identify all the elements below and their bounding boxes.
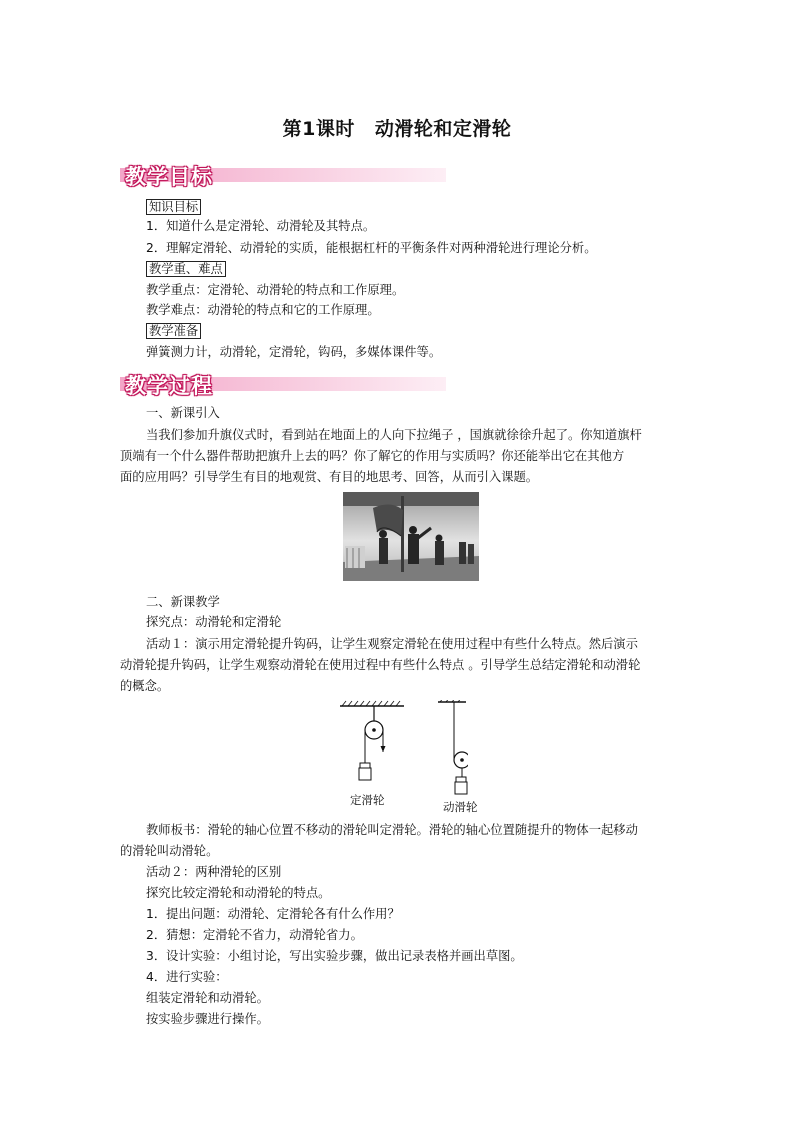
step-2: 2．猜想：定滑轮不省力，动滑轮省力。	[146, 928, 363, 942]
page-title	[0, 114, 794, 141]
step-4: 4．进行实验：	[146, 970, 228, 984]
flag-raising-photo-graphic	[343, 492, 479, 581]
banner-objectives	[120, 161, 446, 187]
label-fixed-pulley: 定滑轮	[350, 793, 385, 807]
activity-1-line-3: 的概念。	[120, 679, 170, 693]
step-4b: 按实验步骤进行操作。	[146, 1012, 269, 1026]
objective-1: 1．知道什么是定滑轮、动滑轮及其特点。	[146, 219, 376, 233]
board-line-2: 的滑轮叫动滑轮。	[120, 844, 219, 858]
intro-line-3: 面的应用吗？引导学生有目的地观赏、有目的地思考、回答，从而引入课题。	[120, 470, 539, 484]
banner-objectives-label: 教学目标	[125, 165, 213, 189]
board-line-1: 教师板书：滑轮的轴心位置不移动的滑轮叫定滑轮。滑轮的轴心位置随提升的物体一起移动	[146, 823, 638, 837]
explore-point: 探究点：动滑轮和定滑轮	[146, 615, 282, 629]
knowledge-heading: 知识目标	[146, 199, 201, 215]
activity-1-line-1: 活动１：演示用定滑轮提升钩码，让学生观察定滑轮在使用过程中有些什么特点。然后演示	[146, 637, 638, 651]
intro-line-1: 当我们参加升旗仪式时，看到站在地面上的人向下拉绳子 ，国旗就徐徐升起了。你知道旗杆	[146, 428, 642, 442]
section-2-heading: 二、新课教学	[146, 595, 220, 609]
section-1-heading: 一、新课引入	[146, 406, 220, 420]
flag-raising-photo	[343, 492, 479, 581]
step-4a: 组装定滑轮和动滑轮。	[146, 991, 269, 1005]
activity-1-line-2: 动滑轮提升钩码，让学生观察动滑轮在使用过程中有些什么特点 。引导学生总结定滑轮和动滑轮	[120, 658, 641, 672]
banner-process	[120, 370, 446, 396]
step-1: 1．提出问题：动滑轮、定滑轮各有什么作用？	[146, 907, 400, 921]
step-3: 3．设计实验：小组讨论，写出实验步骤，做出记录表格并画出草图。	[146, 949, 523, 963]
label-movable-pulley: 动滑轮	[443, 800, 478, 814]
activity-2-heading: 活动２：两种滑轮的区别	[146, 865, 282, 879]
prep-text: 弹簧测力计，动滑轮，定滑轮，钩码，多媒体课件等。	[146, 345, 442, 359]
objective-2: 2．理解定滑轮、动滑轮的实质，能根据杠杆的平衡条件对两种滑轮进行理论分析。	[146, 241, 597, 255]
lesson-number: 第1课时	[282, 118, 355, 140]
difficult-point: 教学难点：动滑轮的特点和它的工作原理。	[146, 303, 380, 317]
prep-heading: 教学准备	[146, 323, 201, 339]
lesson-topic: 动滑轮和定滑轮	[374, 118, 512, 140]
intro-line-2: 顶端有一个什么器件帮助把旗升上去的吗？你了解它的作用与实质吗？你还能举出它在其他方	[120, 449, 625, 463]
key-heading: 教学重、难点	[146, 261, 226, 277]
banner-process-label: 教学过程	[125, 374, 213, 398]
key-point: 教学重点：定滑轮、动滑轮的特点和工作原理。	[146, 283, 405, 297]
activity-2-intro: 探究比较定滑轮和动滑轮的特点。	[146, 886, 331, 900]
